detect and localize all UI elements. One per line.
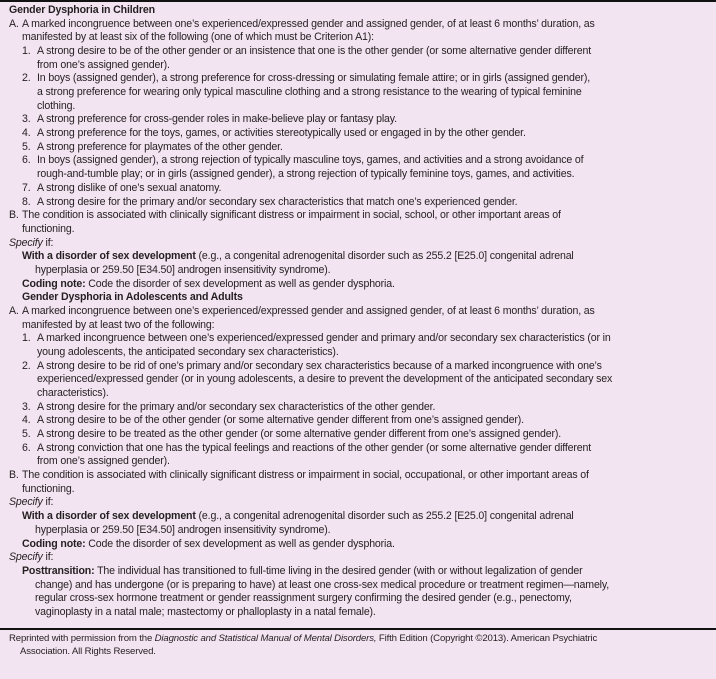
footer-text: Fifth Edition (Copyright ©2013). American Psychiatric [376, 633, 598, 644]
item-number: 3. [22, 400, 31, 413]
criterion-text: The condition is associated with clinically significant distress or impairment in social, school, or other important areas of [22, 209, 561, 222]
list-item [22, 428, 561, 442]
item-number: 6. [22, 154, 31, 167]
specifier-disorder [22, 510, 574, 524]
specifier-text: (e.g., a congenital adrenogenital disorder such as 255.2 [E25.0] congenital adrenal [195, 510, 574, 523]
coding-note [22, 538, 395, 552]
coding-note-label: Coding note: [22, 537, 86, 550]
item-number: 8. [22, 195, 31, 208]
list-item [22, 113, 397, 127]
footer-rule [0, 628, 716, 630]
list-item [22, 360, 602, 374]
section-title-adolescents: Gender Dysphoria in Adolescents and Adults [22, 291, 243, 304]
item-number: 4. [22, 414, 31, 427]
specifier-posttransition [22, 565, 582, 579]
specifier-disorder-cont: hyperplasia or 259.50 [E34.50] androgen insensitivity syndrome). [35, 263, 331, 276]
criterion-b-adults-cont: functioning. [22, 482, 75, 495]
criterion-a-children-cont: manifested by at least six of the following (one of which must be Criterion A1): [22, 31, 374, 44]
list-item [22, 401, 435, 415]
specifier-text: The individual has transitioned to full-time living in the desired gender (with or without legalization of gender [94, 564, 583, 577]
item-number: 5. [22, 140, 31, 153]
item-number: 3. [22, 113, 31, 126]
specifier-name: Posttransition: [22, 564, 95, 577]
specifier-disorder-cont: hyperplasia or 259.50 [E34.50] androgen insensitivity syndrome). [35, 523, 331, 536]
criterion-b-children [9, 209, 561, 223]
list-item [22, 45, 591, 59]
list-item-cont: experienced/expressed gender (or in young adolescents, a desire to prevent the development of the anticipated secondary sex [37, 373, 613, 386]
section-title-children: Gender Dysphoria in Children [9, 4, 155, 16]
criterion-label: B. [9, 209, 19, 222]
list-item [22, 154, 583, 168]
list-item-cont: young adolescents, the anticipated secondary sex characteristics). [37, 346, 339, 358]
coding-note-label: Coding note: [22, 277, 86, 290]
specifier-name: With a disorder of sex development [22, 250, 196, 263]
criterion-b-adults [9, 469, 589, 483]
coding-note [22, 278, 395, 292]
specify-label: Specify [9, 551, 43, 564]
list-item [22, 442, 591, 456]
item-number: 1. [22, 45, 31, 58]
item-text: A strong desire to be treated as the other gender (or some alternative gender different from one’s assigned gender). [37, 428, 561, 441]
specify-label: Specify [9, 236, 43, 249]
item-number: 1. [22, 332, 31, 345]
list-item [22, 332, 611, 346]
specify-if [9, 237, 53, 251]
criterion-text: The condition is associated with clinically significant distress or impairment in social, occupational, or other important areas of [22, 469, 589, 482]
specifier-posttransition-cont: change) and has undergone (or is preparing to have) at least one cross-sex medical procedure or treatment regimen—namely, [35, 578, 610, 591]
criterion-label: A. [9, 304, 19, 317]
top-rule [0, 0, 716, 2]
specify-label: Specify [9, 496, 43, 509]
criterion-a-adults-cont: manifested by at least two of the following: [22, 318, 215, 331]
specifier-text: (e.g., a congenital adrenogenital disorder such as 255.2 [E25.0] congenital adrenal [195, 250, 574, 263]
item-text: A strong desire for the primary and/or secondary sex characteristics that match one’s experienced gender. [37, 195, 518, 208]
list-item [22, 414, 524, 428]
specify-suffix: if: [42, 551, 54, 564]
footer-book-title: Diagnostic and Statistical Manual of Mental Disorders, [154, 633, 377, 644]
item-number: 2. [22, 72, 31, 85]
coding-note-text: Code the disorder of sex development as well as gender dysphoria. [85, 277, 395, 290]
criterion-label: A. [9, 17, 19, 30]
item-text: In boys (assigned gender), a strong rejection of typically masculine toys, games, and activities and a strong avoidance of [37, 154, 584, 167]
footer-line-cont: Association. All Rights Reserved. [20, 645, 156, 657]
item-text: A strong desire for the primary and/or secondary sex characteristics of the other gender. [37, 400, 436, 413]
item-text: A strong conviction that one has the typical feelings and reactions of the other gender (or some alternative gender different [37, 441, 592, 454]
criterion-b-children-cont: functioning. [22, 222, 75, 235]
criterion-a-adults [9, 305, 595, 319]
list-item [22, 141, 283, 155]
item-text: A strong desire to be of the other gender or an insistence that one is the other gender (or some alternative gender different [37, 45, 592, 58]
item-text: A strong desire to be of the other gender (or some alternative gender different from one’s assigned gender). [37, 414, 524, 427]
list-item [22, 196, 517, 210]
specify-suffix: if: [42, 496, 54, 509]
item-number: 2. [22, 359, 31, 372]
list-item [22, 182, 221, 196]
coding-note-text: Code the disorder of sex development as well as gender dysphoria. [85, 537, 395, 550]
item-text: A strong preference for the toys, games, or activities stereotypically used or engaged in by the other gender. [37, 127, 526, 140]
item-number: 7. [22, 181, 31, 194]
list-item-cont: from one’s assigned gender). [37, 455, 170, 468]
list-item-cont: rough-and-tumble play; or in girls (assigned gender), a strong rejection of typically feminine toys, games, and activities. [37, 168, 575, 181]
list-item-cont: from one’s assigned gender). [37, 58, 170, 71]
footer-text: Reprinted with permission from the [9, 633, 155, 644]
specifier-name: With a disorder of sex development [22, 510, 196, 523]
specifier-posttransition-cont: regular cross-sex hormone treatment or gender reassignment surgery confirming the desired gender (e.g., penectomy, [35, 592, 572, 605]
specify-if [9, 496, 53, 510]
item-number: 5. [22, 428, 31, 441]
list-item-cont: clothing. [37, 99, 76, 112]
item-text: A strong preference for playmates of the other gender. [37, 140, 283, 153]
item-text: A strong preference for cross-gender roles in make-believe play or fantasy play. [37, 113, 397, 126]
item-text: A strong desire to be rid of one’s primary and/or secondary sex characteristics because of a marked incongruence with one’s [37, 359, 602, 372]
list-item [22, 127, 526, 141]
list-item-cont: characteristics). [37, 387, 109, 400]
criterion-label: B. [9, 469, 19, 482]
item-text: In boys (assigned gender), a strong preference for cross-dressing or simulating female attire; or in girls (assigned gender), [37, 72, 590, 85]
criterion-text: A marked incongruence between one’s experienced/expressed gender and assigned gender, of at least 6 months’ duration, as [22, 304, 595, 317]
item-text: A marked incongruence between one’s experienced/expressed gender and primary and/or secondary sex characteristics (or in [37, 332, 611, 345]
specify-if [9, 551, 53, 565]
criterion-a-children [9, 18, 595, 32]
list-item-cont: a strong preference for wearing only typical masculine clothing and a strong resistance to the wearing of typical feminine [37, 86, 582, 99]
item-text: A strong dislike of one’s sexual anatomy. [37, 181, 222, 194]
specify-suffix: if: [42, 236, 54, 249]
specifier-disorder [22, 250, 574, 264]
item-number: 6. [22, 441, 31, 454]
item-number: 4. [22, 127, 31, 140]
criterion-text: A marked incongruence between one’s experienced/expressed gender and assigned gender, of at least 6 months’ duration, as [22, 17, 595, 30]
specifier-posttransition-cont: vaginoplasty in a natal male; mastectomy or phalloplasty in a natal female). [35, 605, 376, 618]
list-item [22, 72, 590, 86]
